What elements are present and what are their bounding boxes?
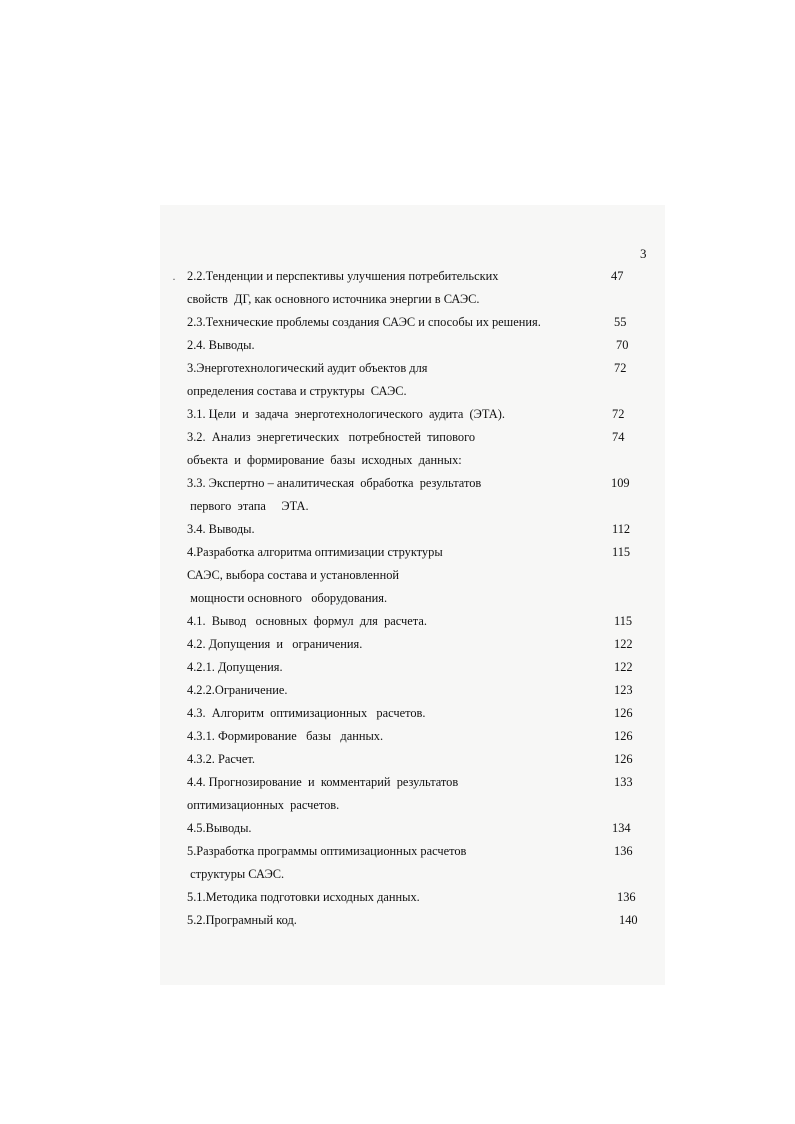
toc-entry-continuation [0, 292, 795, 315]
toc-entry-continuation [0, 568, 795, 591]
toc-entry-line: структуры САЭС. [187, 867, 285, 881]
toc-entry-page: 115 [614, 614, 633, 628]
toc-entry [0, 706, 795, 729]
toc-entry-page: 72 [612, 407, 625, 421]
toc-entry [0, 269, 795, 292]
toc-entry-page: 140 [619, 913, 638, 927]
toc-entry [0, 430, 795, 453]
toc-entry-page: 122 [614, 637, 633, 651]
toc-entry-continuation [0, 453, 795, 476]
toc-entry-line: мощности основного оборудования. [187, 591, 388, 605]
toc-entry-page: 109 [611, 476, 630, 490]
toc-entry-line: САЭС, выбора состава и установленной [187, 568, 400, 582]
toc-entry-page: 74 [612, 430, 625, 444]
toc-entry-line: свойств ДГ, как основного источника энергии в САЭС. [187, 292, 480, 306]
toc-entry-line: 4.2. Допущения и ограничения. [187, 637, 363, 651]
toc-entry-page: 126 [614, 729, 633, 743]
toc-entry-page: 136 [617, 890, 636, 904]
toc-entry [0, 522, 795, 545]
toc-entry-line: объекта и формирование базы исходных данных: [187, 453, 462, 467]
toc-entry-line: 5.1.Методика подготовки исходных данных. [187, 890, 420, 904]
toc-entry-line: 4.3. Алгоритм оптимизационных расчетов. [187, 706, 426, 720]
toc-entry-page: 134 [612, 821, 631, 835]
toc-entry-line: 3.2. Анализ энергетических потребностей типового [187, 430, 476, 444]
toc-entry [0, 660, 795, 683]
toc-entry [0, 614, 795, 637]
toc-entry [0, 361, 795, 384]
toc-entry-line: 4.4. Прогнозирование и комментарий результатов [187, 775, 459, 789]
toc-entry-line: 4.5.Выводы. [187, 821, 252, 835]
toc-entry-page: 55 [614, 315, 627, 329]
toc-entry-continuation [0, 384, 795, 407]
page-number: 3 [640, 246, 647, 261]
toc-entry [0, 338, 795, 361]
toc-entry-line: 5.Разработка программы оптимизационных расчетов [187, 844, 467, 858]
toc-entry-line: первого этапа ЭТА. [187, 499, 309, 513]
toc-entry-page: 112 [612, 522, 631, 536]
toc-entry-line: 3.4. Выводы. [187, 522, 255, 536]
toc-entry-page: 122 [614, 660, 633, 674]
toc-entry [0, 315, 795, 338]
toc-entry-line: 2.2.Тенденции и перспективы улучшения потребительских [187, 269, 499, 283]
toc-entry-line: определения состава и структуры САЭС. [187, 384, 407, 398]
toc-entry-page: 70 [616, 338, 629, 352]
toc-entry-line: 4.3.1. Формирование базы данных. [187, 729, 384, 743]
toc-entry [0, 890, 795, 913]
scan-artifact-dot: · [172, 272, 176, 286]
toc-entry-page: 123 [614, 683, 633, 697]
toc-entry [0, 844, 795, 867]
toc-entry-page: 133 [614, 775, 633, 789]
toc-entry [0, 729, 795, 752]
toc-entry-continuation [0, 499, 795, 522]
toc-entry [0, 913, 795, 936]
toc-entry-line: 3.Энерготехнологический аудит объектов для [187, 361, 428, 375]
toc-entry [0, 637, 795, 660]
toc-entry-line: 4.3.2. Расчет. [187, 752, 255, 766]
toc-entry [0, 775, 795, 798]
toc-entry-line: 5.2.Програмный код. [187, 913, 297, 927]
toc-entry [0, 545, 795, 568]
toc-entry [0, 821, 795, 844]
toc-entry-line: 2.3.Технические проблемы создания САЭС и способы их решения. [187, 315, 541, 329]
toc-entry-line: 4.2.1. Допущения. [187, 660, 283, 674]
toc-entry-line: 4.Разработка алгоритма оптимизации структуры [187, 545, 443, 559]
toc-entry-line: 4.1. Вывод основных формул для расчета. [187, 614, 427, 628]
toc-entry-continuation [0, 591, 795, 614]
toc-entry [0, 752, 795, 775]
toc-entry-page: 115 [612, 545, 631, 559]
toc-entry-page: 126 [614, 752, 633, 766]
toc-entry-continuation [0, 798, 795, 821]
toc-entry-line: 2.4. Выводы. [187, 338, 255, 352]
toc-entry-page: 47 [611, 269, 624, 283]
toc-entry-continuation [0, 867, 795, 890]
toc-entry [0, 407, 795, 430]
toc-entry [0, 683, 795, 706]
toc-entry-page: 72 [614, 361, 627, 375]
toc-entry [0, 476, 795, 499]
toc-entry-page: 126 [614, 706, 633, 720]
toc-entry-page: 136 [614, 844, 633, 858]
toc-entry-line: 4.2.2.Ограничение. [187, 683, 288, 697]
toc-entry-line: 3.1. Цели и задача энерготехнологического аудита (ЭТА). [187, 407, 505, 421]
toc-entry-line: оптимизационных расчетов. [187, 798, 340, 812]
toc-entry-line: 3.3. Экспертно – аналитическая обработка результатов [187, 476, 482, 490]
